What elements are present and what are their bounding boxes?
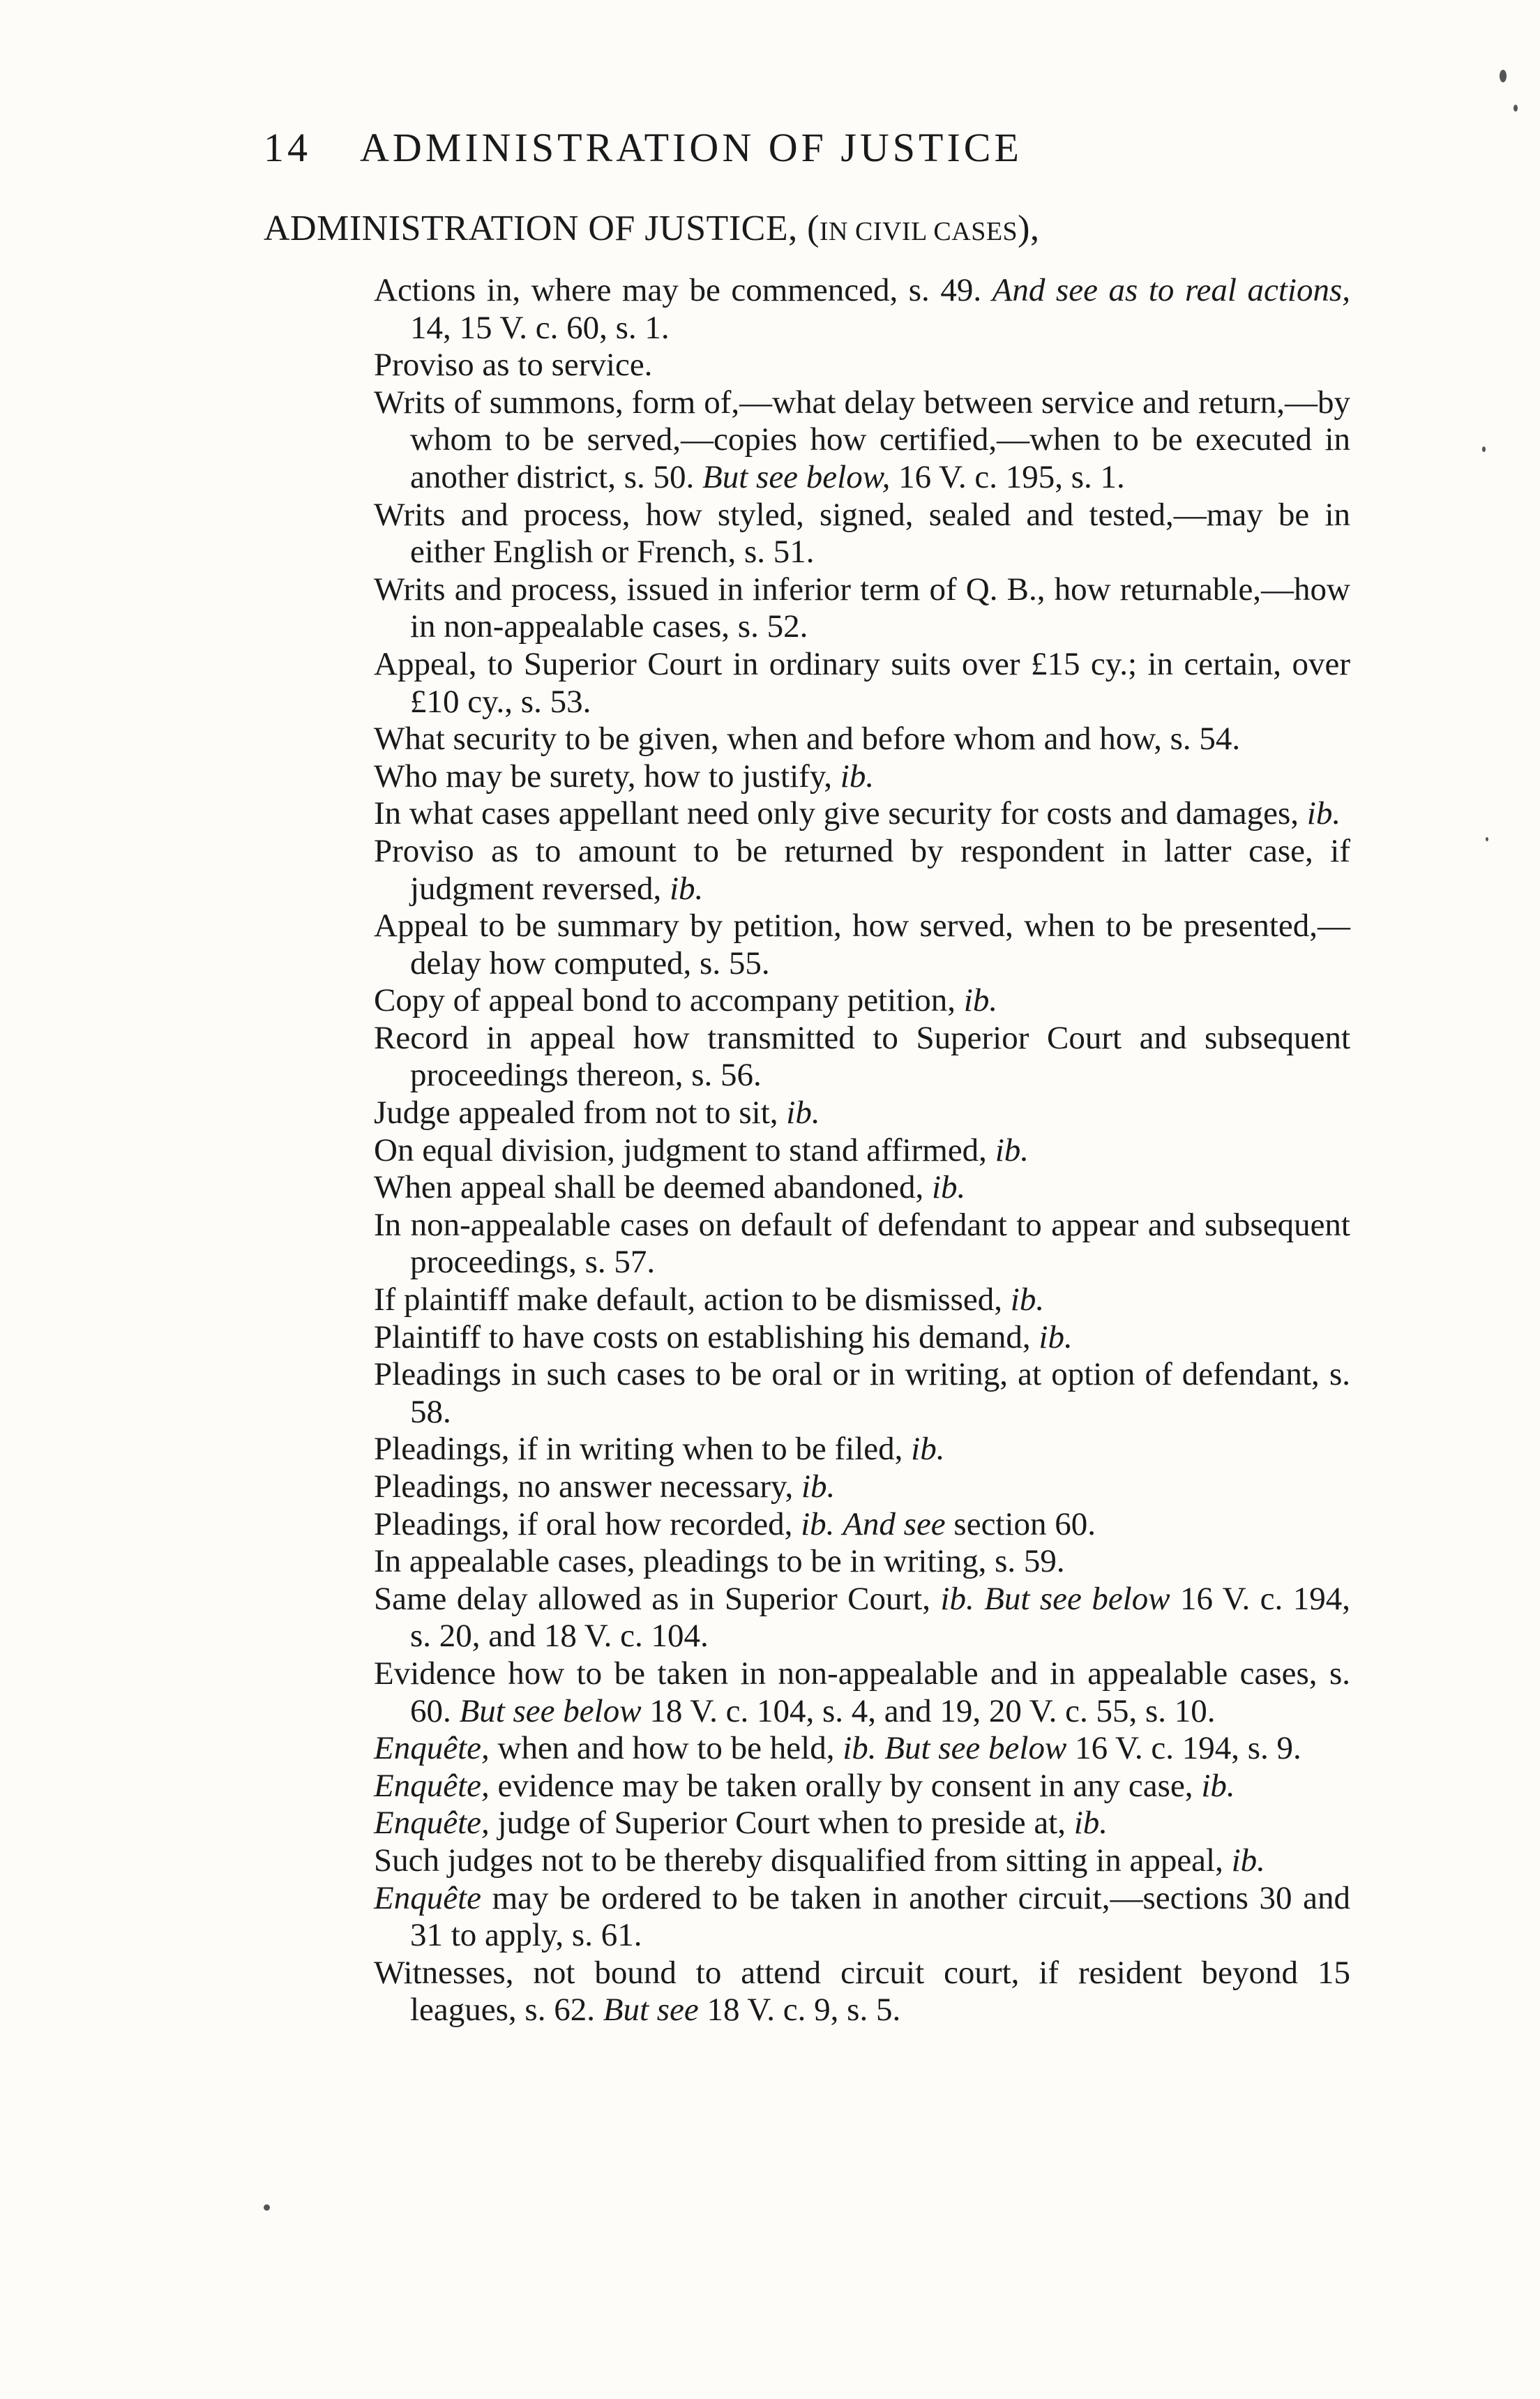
entry-italic-text: ib. [1231, 1842, 1265, 1879]
entry-text: Actions in, where may be commenced, s. 49. [374, 272, 992, 308]
entry-italic-text: ib. [963, 982, 998, 1019]
scan-speck [1482, 446, 1486, 452]
entry-text: 16 V. c. 194, s. 20, and 18 V. c. 104. [410, 1580, 1350, 1655]
index-entry [374, 1281, 1350, 1319]
heading-close-paren: ), [1018, 209, 1040, 248]
index-entry [374, 272, 1350, 347]
entry-italic-text: ib. [1306, 795, 1341, 832]
scan-speck [1513, 105, 1518, 112]
entry-text: Pleadings in such cases to be oral or in writing, at option of defendant, s. 58. [374, 1356, 1350, 1430]
entry-italic-text: ib. [940, 1580, 974, 1617]
entry-text: In non-appealable cases on default of defendant to appear and subsequent proceedings, s. 57. [374, 1206, 1350, 1281]
entry-text [834, 1506, 843, 1542]
entry-text: 16 V. c. 194, s. 9. [1066, 1730, 1301, 1767]
index-entry [374, 833, 1350, 908]
index-entry [374, 982, 1350, 1020]
entry-text: What security to be given, when and before whom and how, s. 54. [374, 721, 1241, 758]
entry-text: section 60. [945, 1505, 1096, 1542]
entry-text [877, 1730, 885, 1766]
entry-text: may be ordered to be taken in another circuit,—sections 30 and 31 to apply, s. 61. [410, 1879, 1350, 1954]
entry-text: When appeal shall be deemed abandoned, [374, 1169, 932, 1206]
entry-text: Writs of summons, form of,—what delay between service and return,—by whom to be served,—copies how certified,—when to be executed in another district, s. 50. [374, 384, 1350, 495]
entry-text: Who may be surety, how to justify, [374, 758, 840, 795]
entry-text: On equal division, judgment to stand affirmed, [374, 1131, 995, 1168]
entry-italic-text: Enquête, [374, 1767, 490, 1804]
entry-italic-text: But see [603, 1992, 699, 2029]
scan-speck [1500, 70, 1507, 82]
section-heading-small-caps: IN CIVIL CASES [819, 217, 1018, 246]
index-entry [374, 347, 1350, 384]
entry-italic-text: But see below, [702, 458, 891, 495]
index-entry [374, 1506, 1350, 1544]
entry-text: Writs and process, issued in inferior term of Q. B., how returnable,—how in non-appealable cases, s. 52. [374, 571, 1350, 645]
entry-text: 14, 15 V. c. 60, s. 1. [410, 309, 670, 346]
entry-text: If plaintiff make default, action to be dismissed, [374, 1281, 1011, 1318]
entry-italic-text: ib. [669, 870, 704, 907]
index-entry [374, 1207, 1350, 1281]
entry-text: Record in appeal how transmitted to Superior Court and subsequent proceedings thereon, s. 56. [374, 1019, 1350, 1094]
entry-italic-text: And see as to real actions, [992, 272, 1350, 308]
entry-text: In appealable cases, pleadings to be in writing, s. 59. [374, 1543, 1065, 1580]
entry-text: evidence may be taken orally by consent in any case, [489, 1767, 1202, 1804]
index-entry [374, 646, 1350, 721]
index-entry [374, 721, 1350, 758]
entry-italic-text: ib. [995, 1131, 1029, 1168]
entry-text: Judge appealed from not to sit, [374, 1095, 787, 1131]
running-title: ADMINISTRATION OF JUSTICE [360, 125, 1022, 170]
section-heading [264, 208, 1040, 249]
entry-italic-text: ib. [1073, 1805, 1108, 1842]
entry-text: 16 V. c. 195, s. 1. [890, 458, 1125, 495]
entry-italic-text: ib. [1201, 1767, 1235, 1804]
entry-italic-text: ib. [931, 1169, 966, 1206]
index-entry [374, 1169, 1350, 1207]
entry-italic-text: Enquête [374, 1879, 481, 1916]
section-heading-main: ADMINISTRATION OF JUSTICE, [264, 209, 798, 248]
index-entry [374, 1768, 1350, 1805]
entry-text: Appeal, to Superior Court in ordinary suits over £15 cy.; in certain, over £10 cy., s. 53. [374, 645, 1350, 720]
entry-text [974, 1581, 984, 1617]
index-entry [374, 1655, 1350, 1730]
entry-text: Plaintiff to have costs on establishing his demand, [374, 1318, 1039, 1355]
entry-italic-text: Enquête, [374, 1730, 490, 1767]
index-entry [374, 1730, 1350, 1768]
index-entry [374, 497, 1350, 571]
entry-text: In what cases appellant need only give security for costs and damages, [374, 795, 1307, 832]
entry-text: Such judges not to be thereby disqualified from sitting in appeal, [374, 1842, 1232, 1879]
index-entry [374, 1581, 1350, 1655]
entry-text: judge of Superior Court when to preside at, [489, 1805, 1074, 1842]
scan-speck [1486, 837, 1488, 841]
index-entry [374, 1356, 1350, 1431]
entry-italic-text: ib. [801, 1505, 835, 1542]
index-entry [374, 1880, 1350, 1955]
entry-italic-text: ib. [1010, 1281, 1045, 1318]
page-number: 14 [264, 125, 311, 170]
entry-italic-text: But see below [459, 1692, 642, 1729]
index-entry [374, 1955, 1350, 2029]
index-entry [374, 1319, 1350, 1357]
entry-text: Same delay allowed as in Superior Court, [374, 1580, 941, 1617]
entry-text: Pleadings, if oral how recorded, [374, 1505, 801, 1542]
entry-text: Evidence how to be taken in non-appealable and in appealable cases, s. 60. [374, 1655, 1350, 1729]
index-entry [374, 1805, 1350, 1842]
entry-text: 18 V. c. 9, s. 5. [698, 1992, 901, 2029]
entry-italic-text: ib. [786, 1095, 820, 1131]
entry-italic-text: And see [843, 1505, 946, 1542]
entry-text: Copy of appeal bond to accompany petition, [374, 982, 964, 1019]
entry-text: Writs and process, how styled, signed, sealed and tested,—may be in either English or French, s. 51. [374, 496, 1350, 571]
entry-text: Appeal to be summary by petition, how served, when to be presented,—delay how computed, s. 55. [374, 908, 1350, 982]
running-head [264, 124, 1022, 171]
entry-italic-text: ib. [1039, 1318, 1073, 1355]
entry-text: Proviso as to amount to be returned by respondent in latter case, if judgment reversed, [374, 832, 1350, 907]
index-entry [374, 1132, 1350, 1170]
index-entry [374, 1431, 1350, 1468]
index-entry [374, 1020, 1350, 1095]
index-entry [374, 1842, 1350, 1880]
index-entry [374, 795, 1350, 833]
index-entry [374, 908, 1350, 982]
entry-italic-text: ib. [911, 1431, 945, 1468]
entry-text: Pleadings, no answer necessary, [374, 1468, 801, 1505]
heading-open-paren: ( [807, 209, 820, 248]
entry-italic-text: But see below [984, 1580, 1170, 1617]
entry-text: when and how to be held, [489, 1730, 843, 1767]
entry-text: Pleadings, if in writing when to be filed, [374, 1431, 912, 1468]
index-entry [374, 571, 1350, 646]
index-entry [374, 1095, 1350, 1132]
index-entry [374, 1543, 1350, 1581]
scan-speck [264, 2204, 270, 2211]
index-entries [374, 272, 1350, 2029]
entry-text: 18 V. c. 104, s. 4, and 19, 20 V. c. 55, s. 10. [641, 1692, 1216, 1729]
entry-italic-text: ib. [801, 1468, 836, 1505]
index-entry [374, 1468, 1350, 1506]
entry-italic-text: ib. [843, 1730, 877, 1767]
entry-italic-text: ib. [840, 758, 875, 795]
entry-italic-text: But see below [884, 1730, 1067, 1767]
entry-text: Proviso as to service. [374, 347, 653, 384]
index-entry [374, 384, 1350, 497]
entry-italic-text: Enquête, [374, 1805, 490, 1842]
index-entry [374, 758, 1350, 796]
entry-text: Witnesses, not bound to attend circuit court, if resident beyond 15 leagues, s. 62. [374, 1954, 1350, 2029]
